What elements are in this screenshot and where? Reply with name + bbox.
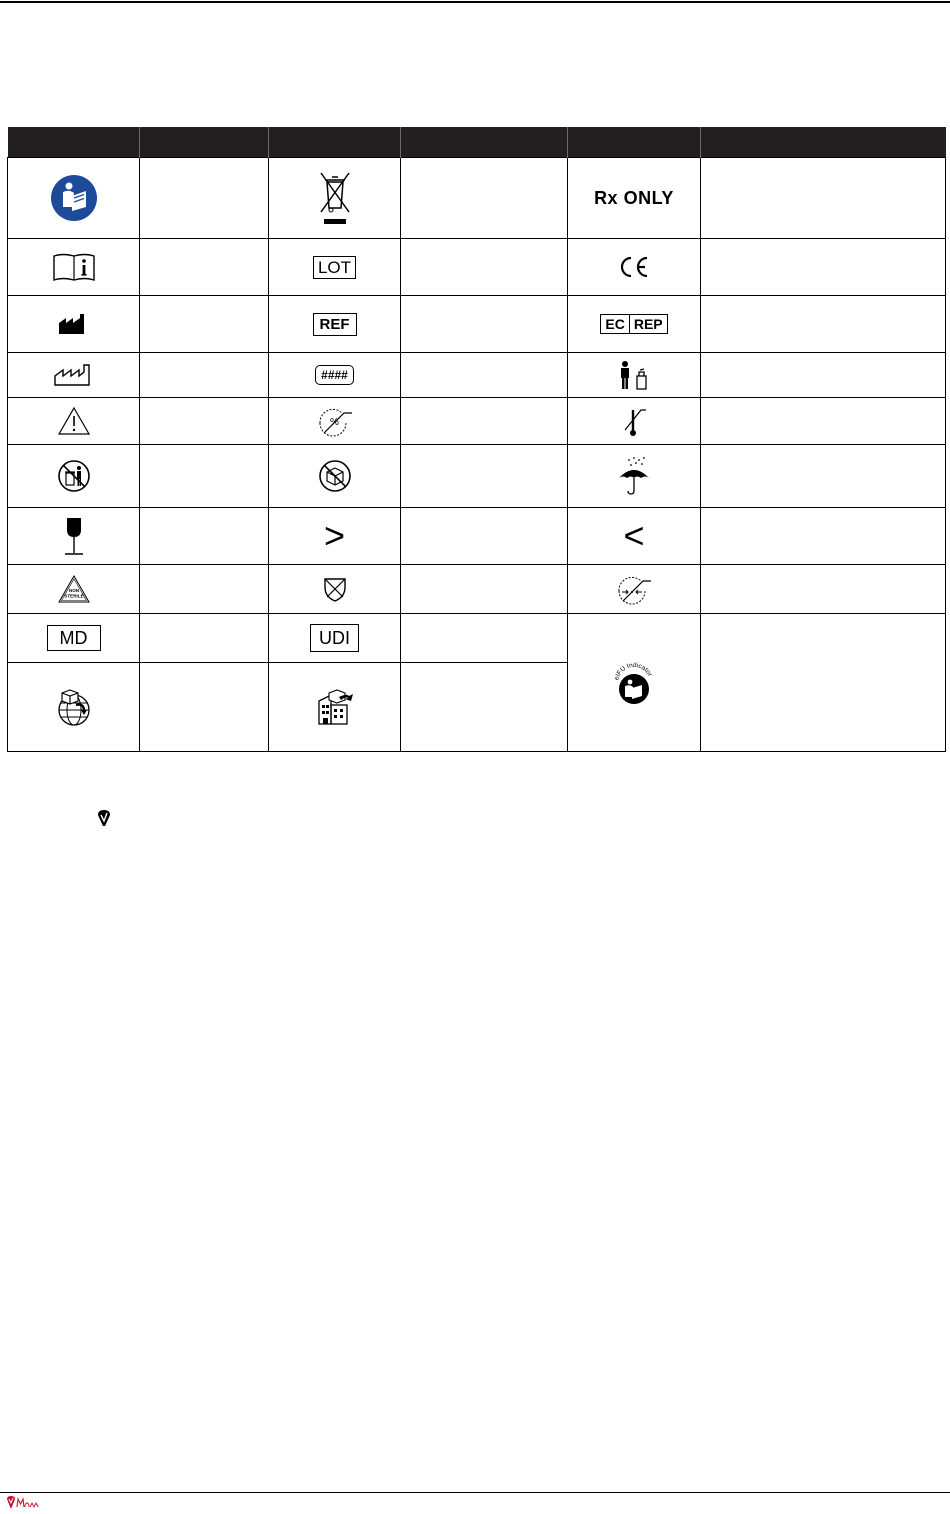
description-cell [401, 445, 568, 508]
pressure-limit-icon [615, 573, 653, 605]
masimo-pulse-mark-icon [97, 809, 111, 827]
manufacturer-icon [58, 313, 90, 335]
description-cell [401, 614, 568, 663]
udi-box: UDI [310, 624, 359, 652]
non-text: NON [68, 588, 79, 593]
description-cell [140, 445, 269, 508]
description-cell [140, 565, 269, 614]
description-cell [140, 158, 269, 239]
symbol-cell [269, 239, 401, 296]
symbol-cell [568, 353, 701, 398]
non-sterile-icon [57, 574, 91, 604]
header-symbol-col-3 [568, 127, 701, 158]
symbol-cell [568, 508, 701, 565]
description-cell [701, 565, 946, 614]
latex-free-icon [321, 575, 349, 603]
table-row [8, 508, 946, 565]
symbol-cell [269, 445, 401, 508]
description-cell [701, 614, 946, 752]
date-of-manufacture-icon [54, 364, 94, 386]
header-description-col-3 [701, 127, 946, 158]
table-row [8, 398, 946, 445]
description-cell [401, 158, 568, 239]
description-cell [701, 508, 946, 565]
do-not-discard-icon [57, 459, 91, 493]
masimo-logo-icon [6, 1495, 40, 1511]
symbol-cell [269, 508, 401, 565]
description-cell [701, 398, 946, 445]
description-cell [401, 565, 568, 614]
symbol-cell [269, 158, 401, 239]
description-cell [401, 663, 568, 752]
description-cell [140, 663, 269, 752]
table-header-row [8, 127, 946, 158]
description-cell [140, 614, 269, 663]
description-cell [701, 239, 946, 296]
eifu-indicator-icon [608, 657, 660, 709]
symbol-cell [8, 663, 140, 752]
humidity-limit-icon [316, 405, 354, 437]
rep-text: REP [633, 316, 663, 332]
table-row [8, 614, 946, 663]
table-row [8, 445, 946, 508]
symbol-cell [269, 398, 401, 445]
symbol-cell [269, 614, 401, 663]
weee-crossed-bin-icon [318, 170, 352, 226]
symbols-table [7, 127, 946, 752]
eifu-indicator-text: eIFU Indicator [613, 661, 654, 681]
ce-mark-icon [617, 256, 651, 278]
ref-catalog-box: REF [313, 313, 357, 336]
description-cell [701, 158, 946, 239]
description-cell [701, 445, 946, 508]
description-cell [401, 296, 568, 353]
symbol-cell [8, 353, 140, 398]
table-row [8, 239, 946, 296]
caution-triangle-icon [57, 406, 91, 436]
fragile-glass-icon [59, 516, 89, 556]
rx-only-text: Rx ONLY [594, 187, 674, 208]
symbol-cell [8, 239, 140, 296]
symbol-cell [8, 565, 140, 614]
header-description-col-1 [140, 127, 269, 158]
serial-number-box: #### [315, 365, 354, 385]
greater-than-symbol: > [323, 515, 346, 556]
symbol-cell [8, 398, 140, 445]
footer-rule [0, 1492, 950, 1493]
symbol-cell [568, 239, 701, 296]
description-cell [401, 398, 568, 445]
keep-dry-umbrella-icon [616, 456, 652, 496]
header-symbol-col-2 [269, 127, 401, 158]
table-row [8, 296, 946, 353]
symbol-cell [568, 296, 701, 353]
symbol-cell [568, 398, 701, 445]
symbol-cell [568, 565, 701, 614]
description-cell [140, 296, 269, 353]
symbol-cell [8, 296, 140, 353]
description-cell [140, 239, 269, 296]
ec-text: EC [601, 315, 629, 333]
temperature-limit-icon [621, 404, 647, 438]
symbol-cell [568, 445, 701, 508]
do-not-use-damaged-package-icon [318, 459, 352, 493]
symbol-cell [568, 158, 701, 239]
symbol-cell [8, 508, 140, 565]
description-cell [701, 353, 946, 398]
one-per-patient-icon [617, 360, 651, 390]
consult-instructions-icon [52, 252, 96, 282]
symbol-cell [269, 663, 401, 752]
symbol-cell [568, 614, 701, 752]
table-row [8, 565, 946, 614]
description-cell [401, 239, 568, 296]
description-cell [701, 296, 946, 353]
distributor-globe-icon [54, 687, 94, 727]
description-cell [401, 508, 568, 565]
less-than-symbol: < [623, 515, 645, 556]
header-symbol-col-1 [8, 127, 140, 158]
table-row [8, 353, 946, 398]
symbol-cell [269, 296, 401, 353]
symbol-cell [8, 158, 140, 239]
table-row [8, 158, 946, 239]
symbol-cell [8, 614, 140, 663]
top-rule [0, 1, 950, 3]
humidity-percent-text: % [329, 417, 339, 428]
description-cell [140, 353, 269, 398]
ec-rep-box [600, 314, 667, 334]
sterile-text: STERILE [63, 593, 84, 599]
description-cell [401, 353, 568, 398]
symbol-cell [269, 353, 401, 398]
symbol-cell [269, 565, 401, 614]
description-cell [140, 508, 269, 565]
medical-device-box: MD [47, 625, 101, 651]
lot-code-box: LOT [313, 256, 356, 279]
importer-building-icon [315, 687, 355, 727]
follow-instructions-blue-icon [50, 174, 98, 222]
description-cell [140, 398, 269, 445]
symbol-cell [8, 445, 140, 508]
header-description-col-2 [401, 127, 568, 158]
